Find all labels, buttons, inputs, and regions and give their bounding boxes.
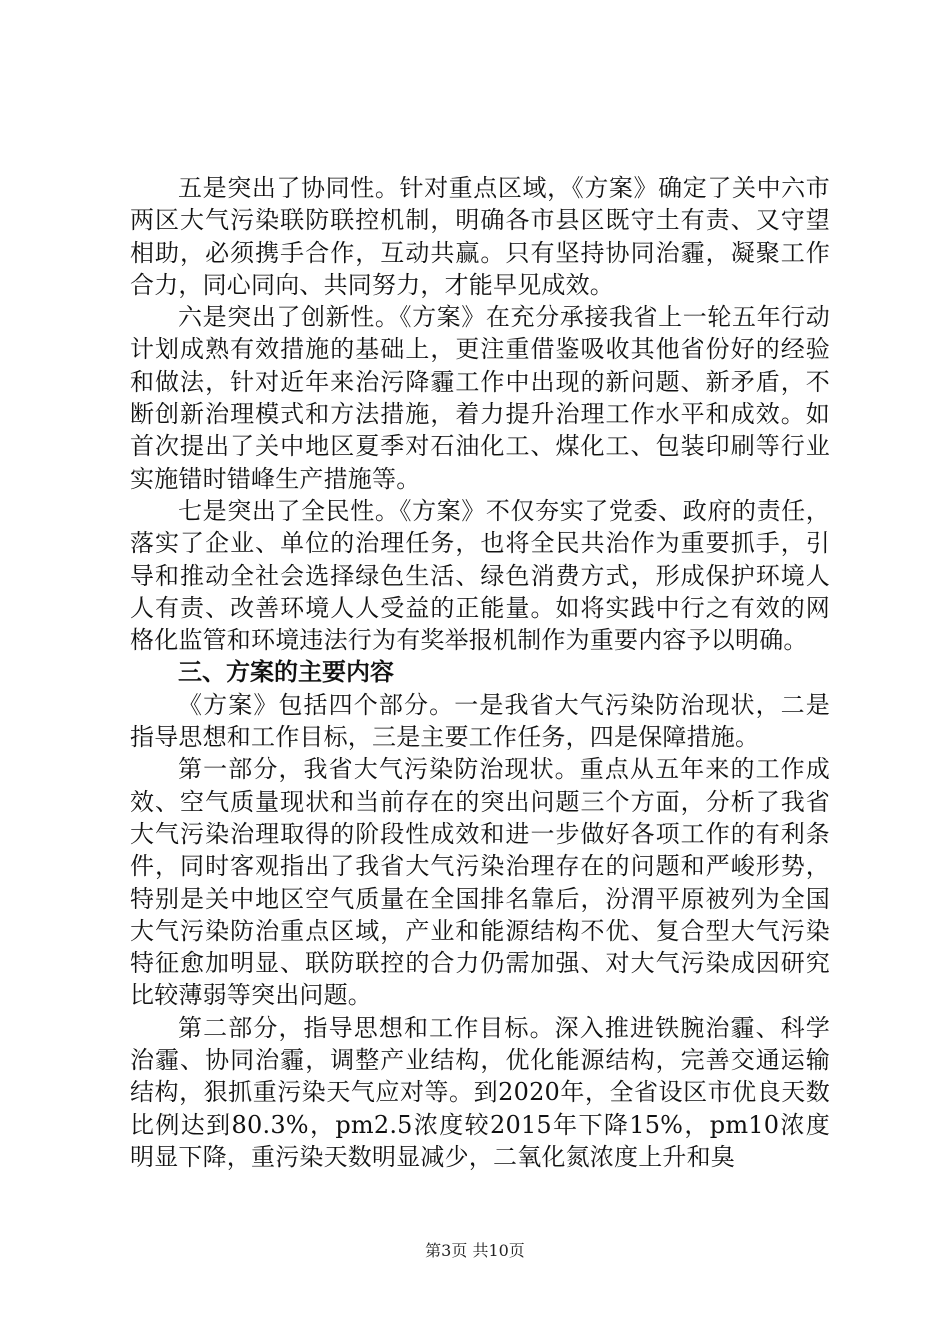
paragraph-innovation: 六是突出了创新性。《方案》在充分承接我省上一轮五年行动计划成熟有效措施的基础上，更注重借鉴吸收其他省份好的经验和做法，针对近年来治污降霾工作中出现的新问题、新矛盾，不断创新治理模式和方法措施，着力提升治理工作水平和成效。如首次提出了关中地区夏季对石油化工、煤化工、包装印刷等行业实施错时错峰生产措施等。	[130, 303, 830, 493]
page-footer: 第3页 共10页	[425, 1241, 525, 1260]
paragraph-public: 七是突出了全民性。《方案》不仅夯实了党委、政府的责任，落实了企业、单位的治理任务，也将全民共治作为重要抓手，引导和推动全社会选择绿色生活、绿色消费方式，形成保护环境人人有责、改善环境人人受益的正能量。如将实践中行之有效的网格化监管和环境违法行为有奖举报机制作为重要内容予以明确。	[130, 496, 830, 655]
paragraph-part-one: 第一部分，我省大气污染防治现状。重点从五年来的工作成效、空气质量现状和当前存在的突出问题三个方面，分析了我省大气污染治理取得的阶段性成效和进一步做好各项工作的有利条件，同时客观指出了我省大气污染治理存在的问题和严峻形势，特别是关中地区空气质量在全国排名靠后，汾渭平原被列为全国大气污染防治重点区域，产业和能源结构不优、复合型大气污染特征愈加明显、联防联控的合力仍需加强、对大气污染成因研究比较薄弱等突出问题。	[130, 755, 830, 1010]
paragraph-overview: 《方案》包括四个部分。一是我省大气污染防治现状，二是指导思想和工作目标，三是主要工作任务，四是保障措施。	[130, 690, 830, 752]
paragraph-synergy: 五是突出了协同性。针对重点区域，《方案》确定了关中六市两区大气污染联防联控机制，明确各市县区既守土有责、又守望相助，必须携手合作，互动共赢。只有坚持协同治霾，凝聚工作合力，同心同向、共同努力，才能早见成效。	[130, 174, 830, 299]
paragraph-part-two: 第二部分，指导思想和工作目标。深入推进铁腕治霾、科学治霾、协同治霾，调整产业结构，优化能源结构，完善交通运输结构，狠抓重污染天气应对等。到2020年，全省设区市优良天数比例达到80.3%，pm2.5浓度较2015年下降15%，pm10浓度明显下降，重污染天数明显减少，二氧化氮浓度上升和臭	[130, 1013, 830, 1171]
document-body	[130, 172, 830, 1173]
section-heading: 三、方案的主要内容	[178, 658, 394, 687]
